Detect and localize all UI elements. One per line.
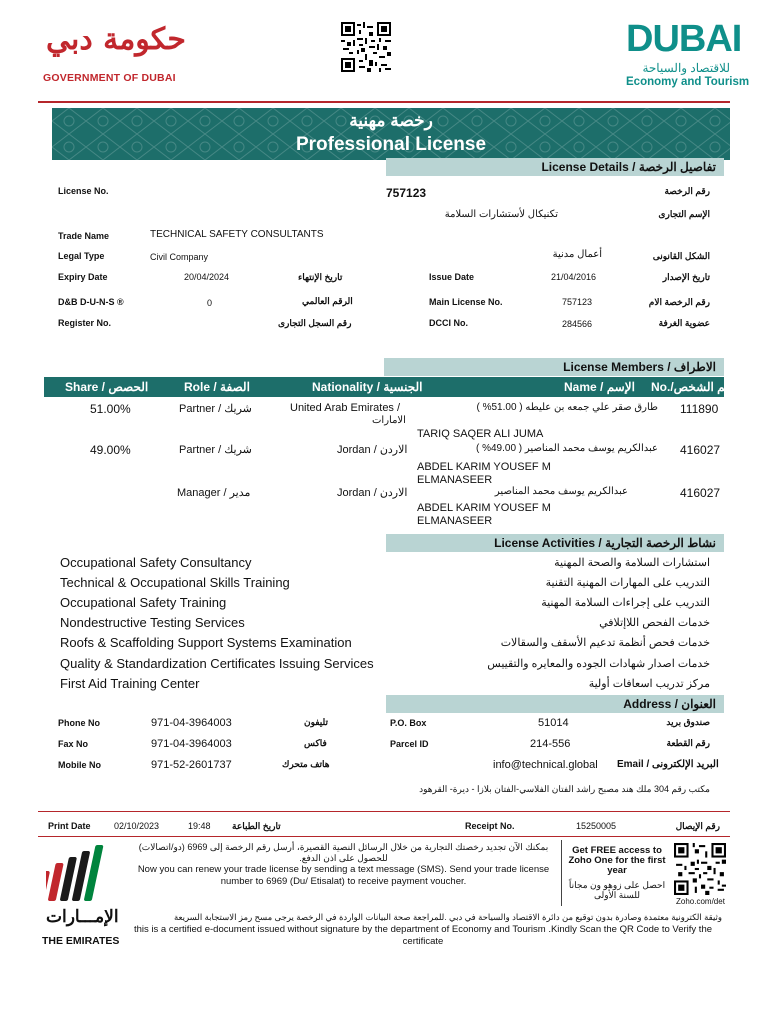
col-no: No./رقم الشخص [651, 380, 737, 394]
license-activities-heading: License Activities / نشاط الرخصة التجارية [494, 536, 716, 550]
license-no-value: 757123 [386, 186, 427, 200]
col-share: Share / الحصص [65, 380, 149, 394]
trade-name-label: Trade Name [58, 231, 110, 241]
title-banner [52, 108, 730, 160]
phone-value: 971-04-3964003 [151, 717, 232, 729]
expiry-label-ar: تاريخ الإنتهاء [298, 272, 343, 282]
issue-label-ar: تاريخ الإصدار [662, 272, 710, 282]
fax-value: 971-04-3964003 [151, 738, 232, 750]
activity-en: Technical & Occupational Skills Training [60, 575, 290, 590]
zoho-url: Zoho.com/det [676, 897, 725, 906]
mobile-value: 971-52-2601737 [151, 759, 232, 771]
dubai-economy-tourism-logo [622, 18, 750, 90]
activity-en: Quality & Standardization Certificates Issuing Services [60, 656, 374, 671]
government-of-dubai-logo [40, 22, 186, 88]
mobile-label: Mobile No [58, 760, 101, 770]
zoho-qr-code [674, 843, 726, 895]
receipt-label: Receipt No. [465, 821, 515, 831]
parcel-label: Parcel ID [390, 739, 429, 749]
member-name-en: ABDEL KARIM YOUSEF M [417, 461, 551, 473]
email-value: info@technical.global [493, 759, 598, 771]
disclaimer-arabic: وثيقة الكترونية معتمدة وصادرة بدون توقيع من دائرة الاقتصاد والسياحة في دبي .للمراجعة صحة البيانات الواردة في الرخصة يرجى مسح رمز الاستجابة السريعة [173, 912, 722, 922]
member-name-ar: عبدالكريم يوسف محمد المناصير ( 49.00% ) [475, 443, 658, 454]
dcci-label-ar: عضوية الغرفة [658, 318, 710, 328]
header-qr-code [341, 22, 391, 72]
print-top-divider [38, 811, 730, 812]
activity-ar: خدمات اصدار شهادات الجوده والمعايره والتقييس [487, 658, 710, 670]
parcel-label-ar: رقم القطعة [666, 738, 710, 748]
license-details-band [386, 158, 724, 176]
member-role: Partner / شريك [179, 444, 252, 456]
activity-ar: التدريب على إجراءات السلامة المهنية [541, 597, 710, 609]
main-license-label: Main License No. [429, 297, 503, 307]
sms-renew-box [124, 840, 562, 906]
member-no: 416027 [680, 443, 721, 457]
member-role: Partner / شريك [179, 403, 252, 415]
renew-english: Now you can renew your trade license by sending a text message (SMS). Send your trade license number to 6969 (Du/ Etisalat) to receive payment voucher. [137, 864, 550, 887]
col-nationality: Nationality / الجنسية [312, 380, 423, 394]
license-details-heading: License Details / تفاصيل الرخصة [541, 160, 716, 174]
det-logo-arabic: للاقتصاد والسياحة [642, 61, 730, 75]
duns-label: D&B D-U-N-S ® [58, 297, 124, 307]
header-divider [38, 101, 730, 103]
full-address-ar: مكتب رقم 304 ملك هند مصبح راشد الفتان الفلاسي-الفتان بلازا - ديرة- القرهود [419, 784, 710, 794]
emirates-arabic: الإمـــارات [46, 907, 119, 926]
parcel-value: 214-556 [530, 738, 571, 750]
trade-name-value: TECHNICAL SAFETY CONSULTANTS [150, 229, 324, 240]
gov-logo-english: GOVERNMENT OF DUBAI [43, 72, 176, 84]
print-time-value: 19:48 [188, 821, 211, 831]
disclaimer-english: this is a certified e-document issued without signature by the department of Economy and Tourism .Kindly Scan the QR Code to Verify the certificate [133, 924, 713, 947]
legal-type-value: Civil Company [150, 252, 209, 262]
print-date-value: 02/10/2023 [114, 821, 160, 831]
address-heading: Address / العنوان [623, 697, 716, 711]
activity-ar: مركز تدريب اسعافات أولية [588, 678, 710, 690]
activity-ar: خدمات فحص أنظمة تدعيم الأسقف والسقالات [500, 637, 710, 649]
print-date-label: Print Date [48, 821, 91, 831]
pobox-label-ar: صندوق بريد [666, 717, 710, 727]
expiry-label: Expiry Date [58, 272, 108, 282]
det-logo-english: Economy and Tourism [626, 76, 750, 88]
trade-name-ar-value: تكنيكال لأستشارات السلامة [444, 209, 558, 220]
mobile-label-ar: هاتف متحرك [282, 759, 330, 769]
legal-type-ar-value: أعمال مدنية [552, 249, 602, 260]
zoho-arabic: احصل على زوهو ون مجاناً للسنة الأولى [568, 880, 666, 900]
issue-value: 21/04/2016 [551, 272, 597, 282]
member-nationality: United Arab Emirates / [290, 402, 401, 414]
address-band [386, 695, 724, 713]
duns-label-ar: الرقم العالمي [302, 296, 353, 306]
main-license-value: 757123 [562, 297, 593, 307]
activity-en: Occupational Safety Consultancy [60, 555, 252, 570]
member-share: 51.00% [90, 402, 131, 416]
print-date-label-ar: تاريخ الطباعة [232, 821, 281, 831]
zoho-promo [566, 846, 668, 906]
trade-name-label-ar: الإسم التجارى [658, 209, 710, 219]
renew-arabic: بمكنك الآن تجديد رخصتك التجارية من خلال الرسائل النصية القصيرة، أرسل رقم الرخصة إلى 6969 (دو/اتصالات) للحصول على اذن الدفع. [138, 842, 549, 863]
license-members-heading: License Members / الاطراف [563, 360, 716, 374]
member-name-en2: ELMANASEER [417, 515, 493, 527]
activity-en: Roofs & Scaffolding Support Systems Examination [60, 635, 352, 650]
member-name-en: ABDEL KARIM YOUSEF M [417, 502, 551, 514]
member-nationality: Jordan / الاردن [337, 487, 408, 499]
fax-label-ar: فاكس [304, 738, 327, 748]
member-nationality-ar: الامارات [372, 415, 406, 426]
activity-ar: التدريب على المهارات المهنية التقنية [545, 577, 710, 589]
member-no: 111890 [680, 402, 719, 416]
dcci-label: DCCI No. [429, 318, 468, 328]
emirates-stripes-icon [46, 843, 108, 903]
legal-type-label-ar: الشكل القانونى [652, 251, 710, 261]
title-english: Professional License [295, 134, 487, 155]
member-name-ar: طارق صقر علي جمعه بن عليطه ( 51.00% ) [476, 402, 658, 413]
activity-ar: خدمات الفحص اللاإتلافي [599, 617, 710, 629]
emirates-english: THE EMIRATES [42, 935, 120, 947]
member-no: 416027 [680, 486, 721, 500]
col-role: Role / الصفة [184, 380, 250, 394]
issue-label: Issue Date [429, 272, 475, 282]
zoho-english: Get FREE access to Zoho One for the first year [568, 845, 666, 876]
license-activities-band [386, 534, 724, 552]
member-name-ar: عبدالكريم يوسف محمد المناصير [494, 486, 628, 497]
members-table-header [44, 377, 737, 397]
pobox-value: 51014 [538, 717, 569, 729]
email-label: Email / البريد الإلكترونى [617, 759, 719, 770]
receipt-label-ar: رقم الإيصال [675, 821, 720, 831]
print-bottom-divider [38, 836, 730, 837]
register-label: Register No. [58, 318, 112, 328]
member-name-en2: ELMANASEER [417, 474, 493, 486]
duns-value: 0 [207, 298, 213, 308]
license-no-label: License No. [58, 186, 109, 196]
license-members-band [384, 358, 724, 376]
activity-ar: استشارات السلامة والصحة المهنية [554, 557, 710, 569]
member-share: 49.00% [90, 443, 131, 457]
gov-logo-arabic: حكومة دبي [46, 22, 186, 57]
fax-label: Fax No [58, 739, 89, 749]
title-arabic: رخصة مهنية [349, 111, 433, 130]
phone-label: Phone No [58, 718, 100, 728]
activity-en: First Aid Training Center [60, 676, 200, 691]
member-name-en: TARIQ SAQER ALI JUMA [417, 428, 544, 440]
det-logo-word: DUBAI [626, 18, 742, 60]
expiry-value: 20/04/2024 [184, 272, 230, 282]
license-no-label-ar: رقم الرخصة [664, 186, 710, 196]
receipt-value: 15250005 [576, 821, 617, 831]
legal-type-label: Legal Type [58, 251, 105, 261]
activity-en: Nondestructive Testing Services [60, 615, 245, 630]
member-role: Manager / مدير [177, 487, 251, 499]
pobox-label: P.O. Box [390, 718, 427, 728]
activity-en: Occupational Safety Training [60, 595, 227, 610]
main-license-label-ar: رقم الرخصة الام [648, 297, 710, 307]
dcci-value: 284566 [562, 319, 593, 329]
member-nationality: Jordan / الاردن [337, 444, 408, 456]
uae-emirates-logo [40, 843, 122, 947]
register-label-ar: رقم السجل التجارى [278, 318, 352, 328]
phone-label-ar: تليفون [304, 717, 329, 727]
col-name: Name / الإسم [564, 380, 635, 394]
